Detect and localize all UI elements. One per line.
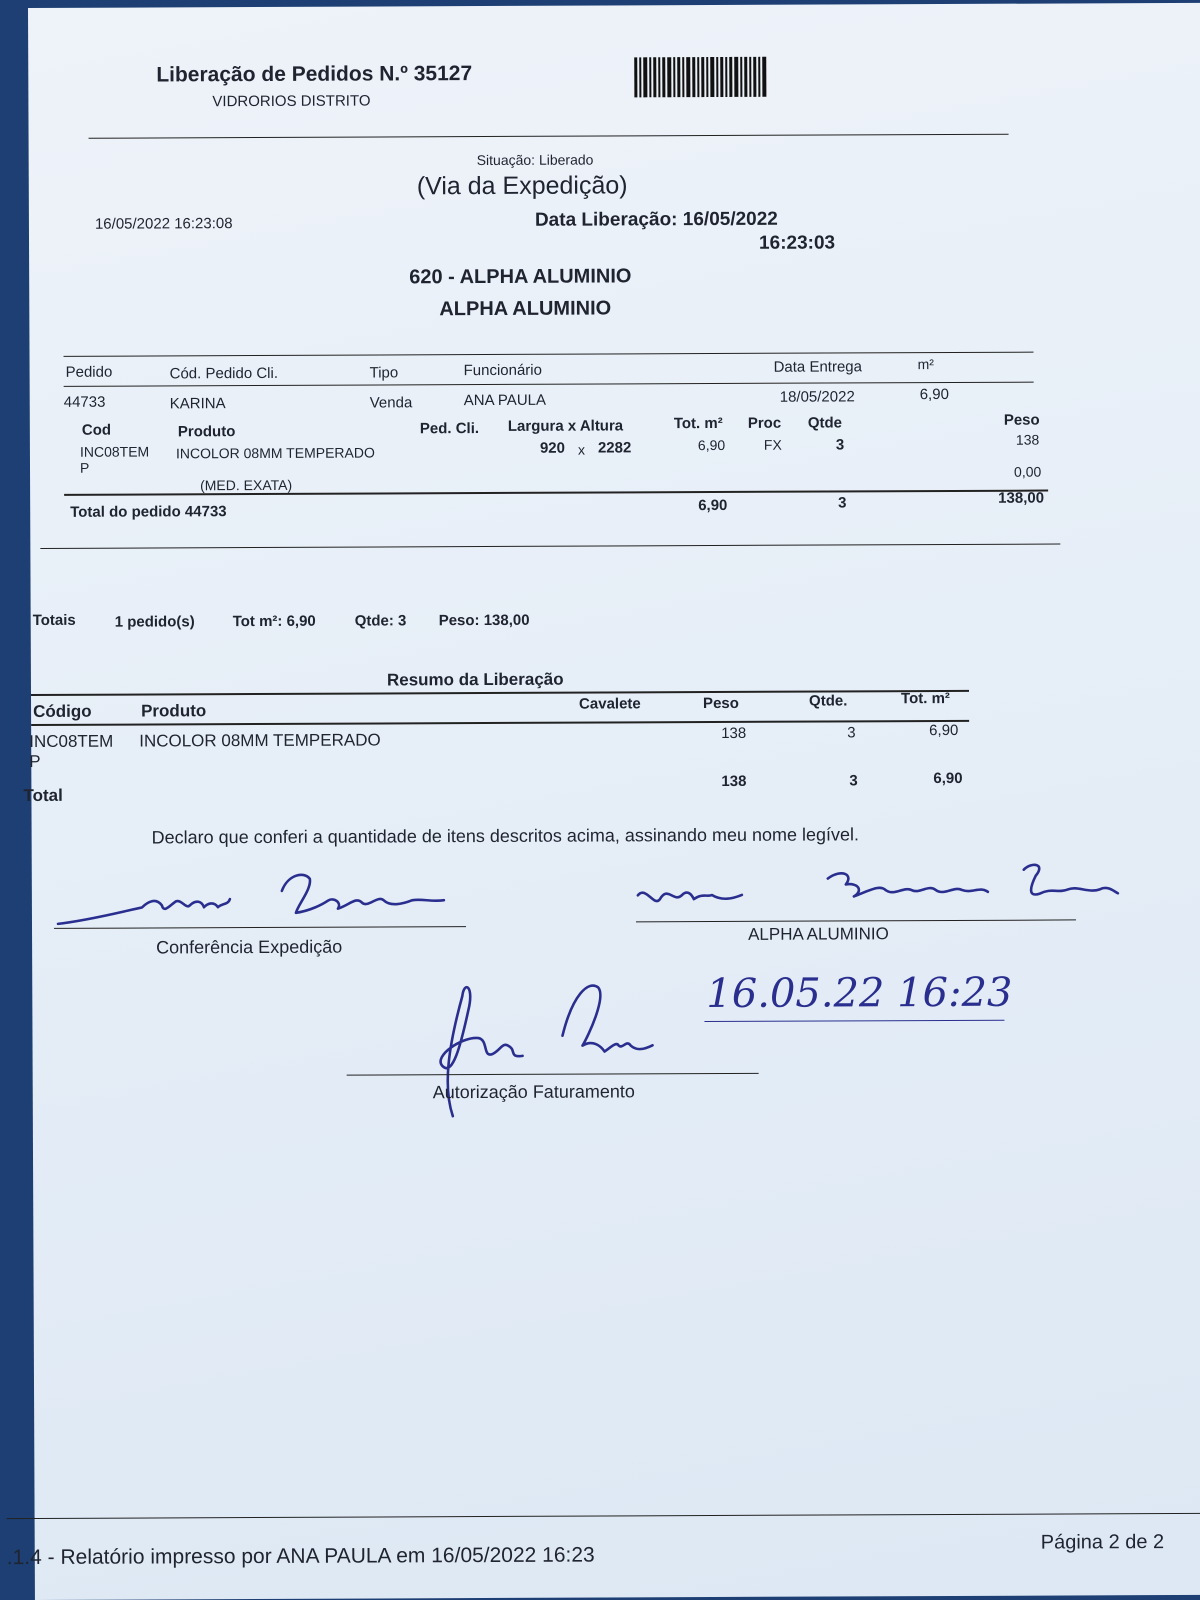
resumo-peso: 138 [721,724,747,742]
totais-pedidos: 1 pedido(s) [114,613,195,631]
resumo-total-peso: 138 [721,772,747,790]
print-datetime: 16/05/2022 16:23:08 [94,215,233,233]
col-header-cod-pedido-cli: Cód. Pedido Cli. [169,364,279,383]
col-header-m2: m² [917,356,934,373]
item-qtde: 3 [835,436,845,454]
totais-tot-m2: Tot m²: 6,90 [232,612,316,631]
resumo-qtde: 3 [847,724,856,742]
item-x: x [577,441,585,458]
item-header-qtde: Qtde [807,414,843,432]
order-total-label: Total do pedido 44733 [70,503,227,521]
order-section-divider [40,544,1060,549]
item-peso-extra: 0,00 [1013,463,1042,480]
order-tipo: Venda [369,394,413,412]
handwritten-date-underline [704,1020,1004,1022]
item-largura: 920 [539,439,565,457]
item-tot-m2: 6,90 [697,436,726,454]
footer-printed-by: .1.4 - Relatório impresso por ANA PAULA em 16/05/2022 16:23 [6,1543,595,1570]
client-code-name: 620 - ALPHA ALUMINIO [409,265,632,289]
footer-page: Página 2 de 2 [1040,1531,1165,1554]
order-cod-pedido-cli: KARINA [169,395,226,413]
order-total-m2: 6,90 [698,496,728,515]
signature-label-conferencia: Conferência Expedição [156,936,343,958]
totais-qtde: Qtde: 3 [354,612,407,630]
document-title: Liberação de Pedidos N.º 35127 [156,62,473,87]
signature-alpha [632,853,1132,935]
client-name: ALPHA ALUMINIO [439,297,612,321]
handwritten-date: 16.05.22 16:23 [706,969,1013,1018]
item-header-ped-cli: Ped. Cli. [419,420,480,438]
item-header-cod: Cod [81,421,112,439]
signature-conferencia [52,860,472,942]
resumo-tot-m2: 6,90 [929,721,959,740]
order-m2: 6,90 [919,385,949,404]
signature-label-autorizacao: Autorização Faturamento [432,1081,635,1103]
order-pedido: 44733 [63,393,106,411]
item-cod-line1: INC08TEM [79,443,150,460]
resumo-total-tot-m2: 6,90 [933,769,963,788]
resumo-produto: INCOLOR 08MM TEMPERADO [139,730,381,751]
col-header-data-entrega: Data Entrega [773,358,863,376]
col-header-pedido: Pedido [65,363,113,381]
situacao-label: Situação: Liberado [476,151,594,169]
header-divider [89,134,1009,139]
item-header-produto: Produto [177,423,236,441]
resumo-header-codigo: Código [33,701,92,721]
signature-label-alpha: ALPHA ALUMINIO [748,924,889,944]
resumo-header-produto: Produto [141,701,207,721]
resumo-total-label: Total [23,785,63,806]
resumo-total-qtde: 3 [849,772,858,790]
item-peso: 138 [1015,431,1040,448]
resumo-title: Resumo da Liberação [386,669,564,690]
item-altura: 2282 [597,439,632,457]
item-header-peso: Peso [1003,411,1040,429]
item-med: (MED. EXATA) [200,476,293,494]
item-cod-line2: P [79,459,90,476]
item-produto: INCOLOR 08MM TEMPERADO [175,444,375,462]
order-table-top-border [64,352,1034,357]
resumo-header-tot-m2: Tot. m² [900,689,950,708]
order-total-peso: 138,00 [998,489,1045,507]
data-liberacao: Data Liberação: 16/05/2022 [534,208,778,231]
order-total-qtde: 3 [838,494,847,512]
col-header-tipo: Tipo [369,364,399,382]
item-proc: FX [763,436,782,453]
hora-liberacao: 16:23:03 [758,232,836,254]
document-page [6,3,1200,1600]
order-funcionario: ANA PAULA [463,391,547,410]
signature-autorizacao [412,965,673,1136]
company-name: VIDRORIOS DISTRITO [212,92,371,111]
totais-label: Totais [32,611,76,629]
via-label: (Via da Expedição) [416,171,628,201]
resumo-header-cavalete: Cavalete [579,695,641,713]
declaration-text: Declaro que conferi a quantidade de itens descritos acima, assinando meu nome legível. [151,824,860,848]
order-header-divider [64,382,1034,387]
order-data-entrega: 18/05/2022 [779,388,855,406]
resumo-header-peso: Peso [703,694,739,713]
col-header-funcionario: Funcionário [463,361,543,380]
item-header-largura-altura: Largura x Altura [507,417,624,435]
footer-divider [7,1513,1200,1519]
barcode [634,57,768,98]
resumo-header-qtde: Qtde. [808,692,848,710]
item-header-tot-m2: Tot. m² [673,414,723,433]
resumo-codigo-line1: INC08TEM [29,731,114,752]
item-header-proc: Proc [747,414,782,432]
resumo-codigo-line2: P [29,751,41,772]
totais-peso: Peso: 138,00 [438,611,530,630]
